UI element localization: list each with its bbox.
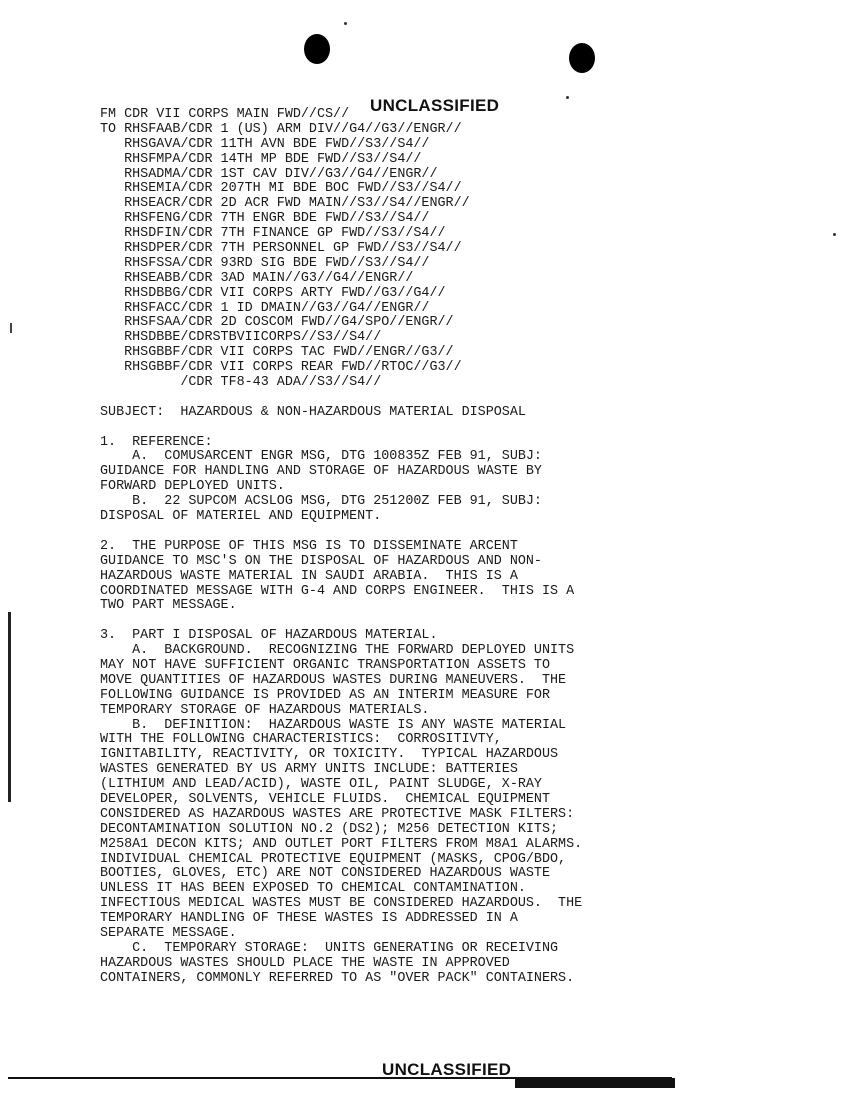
message-line: RHSFSSA/CDR 93RD SIG BDE FWD//S3//S4// — [100, 255, 430, 271]
punch-hole-right — [569, 43, 595, 73]
message-line: RHSADMA/CDR 1ST CAV DIV//G3//G4//ENGR// — [100, 166, 438, 182]
message-line: CONSIDERED AS HAZARDOUS WASTES ARE PROTECTIVE MASK FILTERS: — [100, 806, 575, 822]
message-line: TO RHSFAAB/CDR 1 (US) ARM DIV//G4//G3//ENGR// — [100, 121, 462, 137]
punch-hole-left — [304, 34, 330, 64]
message-line: RHSGAVA/CDR 11TH AVN BDE FWD//S3//S4// — [100, 136, 430, 152]
message-line: B. DEFINITION: HAZARDOUS WASTE IS ANY WASTE MATERIAL — [100, 717, 567, 733]
message-line: UNLESS IT HAS BEEN EXPOSED TO CHEMICAL CONTAMINATION. — [100, 881, 526, 897]
message-line: TWO PART MESSAGE. — [100, 598, 237, 614]
margin-mark — [10, 323, 12, 333]
message-line: DEVELOPER, SOLVENTS, VEHICLE FLUIDS. CHEMICAL EQUIPMENT — [100, 791, 550, 807]
message-line: COORDINATED MESSAGE WITH G-4 AND CORPS ENGINEER. THIS IS A — [100, 583, 575, 599]
message-line: INFECTIOUS MEDICAL WASTES MUST BE CONSIDERED HAZARDOUS. THE — [100, 896, 583, 912]
message-line: TEMPORARY HANDLING OF THESE WASTES IS ADDRESSED IN A — [100, 911, 518, 927]
message-line: RHSEMIA/CDR 207TH MI BDE BOC FWD//S3//S4// — [100, 181, 462, 197]
message-line: A. COMUSARCENT ENGR MSG, DTG 100835Z FEB 91, SUBJ: — [100, 449, 542, 465]
classification-marking-bottom: UNCLASSIFIED — [382, 1060, 512, 1079]
message-line: BOOTIES, GLOVES, ETC) ARE NOT CONSIDERED HAZARDOUS WASTE — [100, 866, 550, 882]
message-line: SUBJECT: HAZARDOUS & NON-HAZARDOUS MATERIAL DISPOSAL — [100, 404, 526, 420]
message-line: RHSDBBE/CDRSTBVIICORPS//S3//S4// — [100, 330, 382, 346]
message-line: RHSFSAA/CDR 2D COSCOM FWD//G4/SPO//ENGR// — [100, 315, 454, 331]
message-line: /CDR TF8-43 ADA//S3//S4// — [100, 375, 382, 391]
message-line: RHSGBBF/CDR VII CORPS TAC FWD//ENGR//G3// — [100, 345, 454, 361]
message-line: IGNITABILITY, REACTIVITY, OR TOXICITY. TYPICAL HAZARDOUS — [100, 747, 559, 763]
message-line: M258A1 DECON KITS; AND OUTLET PORT FILTERS FROM M8A1 ALARMS. — [100, 836, 583, 852]
message-line: DECONTAMINATION SOLUTION NO.2 (DS2); M256 DETECTION KITS; — [100, 821, 559, 837]
message-line: (LITHIUM AND LEAD/ACID), WASTE OIL, PAINT SLUDGE, X-RAY — [100, 777, 542, 793]
bottom-bar — [515, 1078, 675, 1088]
message-line: RHSDPER/CDR 7TH PERSONNEL GP FWD//S3//S4// — [100, 241, 462, 257]
message-line: A. BACKGROUND. RECOGNIZING THE FORWARD DEPLOYED UNITS — [100, 643, 575, 659]
message-line: RHSGBBF/CDR VII CORPS REAR FWD//RTOC//G3// — [100, 360, 462, 376]
message-line: RHSFMPA/CDR 14TH MP BDE FWD//S3//S4// — [100, 151, 422, 167]
classification-marking-top: UNCLASSIFIED — [370, 96, 500, 115]
message-line — [100, 614, 760, 629]
message-line: 3. PART I DISPOSAL OF HAZARDOUS MATERIAL. — [100, 628, 438, 644]
message-line — [100, 525, 760, 540]
scan-speck — [566, 96, 569, 99]
message-body — [100, 108, 760, 987]
message-line: RHSEABB/CDR 3AD MAIN//G3//G4//ENGR// — [100, 270, 414, 286]
scan-speck — [344, 22, 347, 25]
message-line: C. TEMPORARY STORAGE: UNITS GENERATING OR RECEIVING — [100, 940, 559, 956]
message-line: RHSEACR/CDR 2D ACR FWD MAIN//S3//S4//ENGR// — [100, 196, 470, 212]
message-line: FM CDR VII CORPS MAIN FWD//CS// — [100, 107, 350, 122]
message-line: TEMPORARY STORAGE OF HAZARDOUS MATERIALS. — [100, 702, 430, 718]
message-line: SEPARATE MESSAGE. — [100, 925, 237, 941]
message-line: RHSFACC/CDR 1 ID DMAIN//G3//G4//ENGR// — [100, 300, 430, 316]
message-line — [100, 391, 760, 406]
message-line: RHSFENG/CDR 7TH ENGR BDE FWD//S3//S4// — [100, 211, 430, 227]
message-line: RHSDBBG/CDR VII CORPS ARTY FWD//G3//G4// — [100, 285, 446, 301]
message-line: MOVE QUANTITIES OF HAZARDOUS WASTES DURING MANEUVERS. THE — [100, 672, 567, 688]
message-line: WASTES GENERATED BY US ARMY UNITS INCLUDE: BATTERIES — [100, 762, 518, 778]
message-line: MAY NOT HAVE SUFFICIENT ORGANIC TRANSPORTATION ASSETS TO — [100, 657, 550, 673]
message-line: 2. THE PURPOSE OF THIS MSG IS TO DISSEMINATE ARCENT — [100, 538, 518, 554]
margin-bar — [8, 612, 11, 802]
message-line: 1. REFERENCE: — [100, 434, 213, 450]
message-line: FORWARD DEPLOYED UNITS. — [100, 479, 285, 495]
message-line: FOLLOWING GUIDANCE IS PROVIDED AS AN INTERIM MEASURE FOR — [100, 687, 550, 703]
message-line: HAZARDOUS WASTE MATERIAL IN SAUDI ARABIA. THIS IS A — [100, 568, 518, 584]
message-line: WITH THE FOLLOWING CHARACTERISTICS: CORROSITIVTY, — [100, 732, 502, 748]
message-line: RHSDFIN/CDR 7TH FINANCE GP FWD//S3//S4// — [100, 226, 446, 242]
message-line: DISPOSAL OF MATERIEL AND EQUIPMENT. — [100, 509, 382, 525]
scan-speck — [833, 233, 836, 236]
message-line: B. 22 SUPCOM ACSLOG MSG, DTG 251200Z FEB 91, SUBJ: — [100, 494, 542, 510]
message-line: INDIVIDUAL CHEMICAL PROTECTIVE EQUIPMENT (MASKS, CPOG/BDO, — [100, 851, 567, 867]
message-line — [100, 421, 760, 436]
message-line: GUIDANCE TO MSC'S ON THE DISPOSAL OF HAZARDOUS AND NON- — [100, 553, 542, 569]
message-line: GUIDANCE FOR HANDLING AND STORAGE OF HAZARDOUS WASTE BY — [100, 464, 542, 480]
message-line: CONTAINERS, COMMONLY REFERRED TO AS "OVER PACK" CONTAINERS. — [100, 970, 575, 986]
message-line: HAZARDOUS WASTES SHOULD PLACE THE WASTE IN APPROVED — [100, 955, 510, 971]
